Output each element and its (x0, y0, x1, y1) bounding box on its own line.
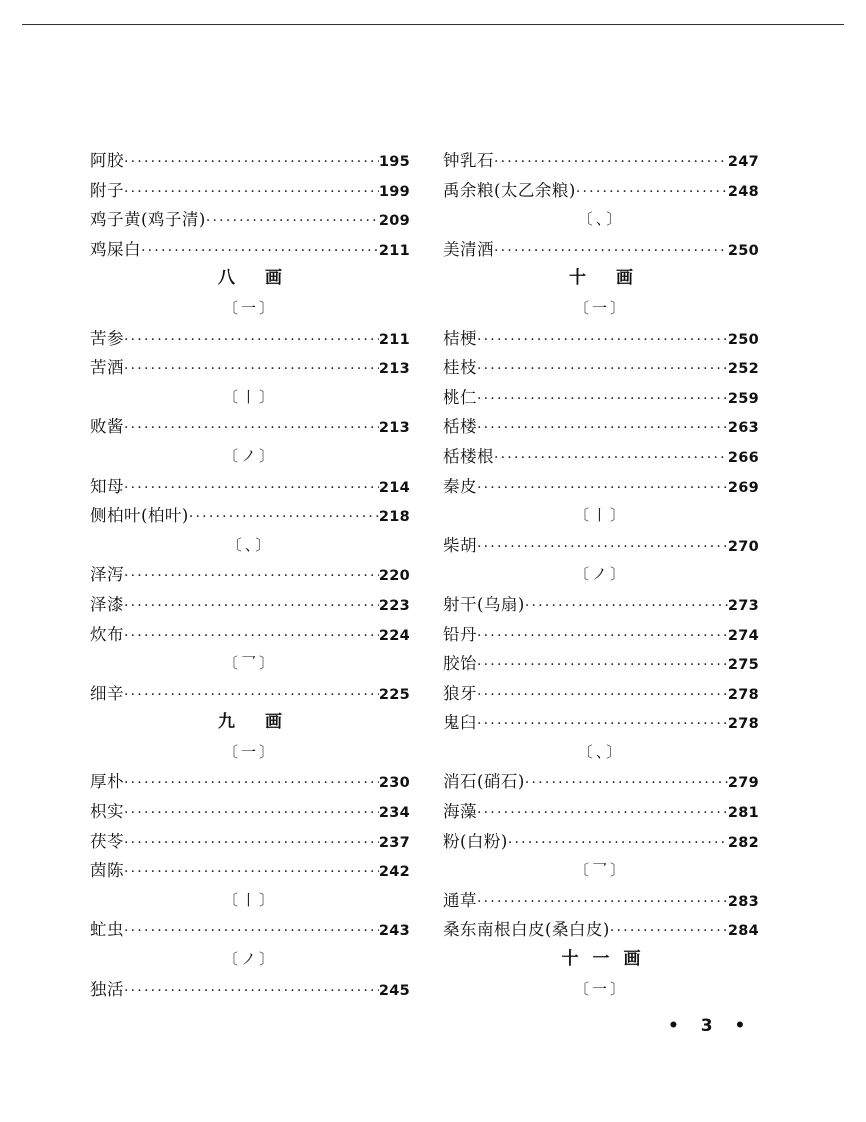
leader-dots (124, 355, 379, 385)
index-entry (90, 560, 410, 590)
entry-page-number: 243 (378, 923, 410, 940)
entry-page-number: 224 (378, 627, 410, 644)
index-entry (90, 767, 410, 797)
index-entry (90, 412, 410, 442)
entry-page-number: 199 (378, 183, 410, 200)
index-entry (90, 324, 410, 354)
index-entry (90, 679, 410, 709)
index-entry (443, 353, 759, 383)
stroke-type-subheading: 〔丨〕 (222, 890, 277, 909)
entry-page-number: 250 (727, 242, 759, 259)
index-entry (90, 827, 410, 857)
leader-dots (525, 769, 728, 799)
entry-name: 美清酒 (443, 239, 494, 259)
index-entry (443, 649, 759, 679)
entry-page-number: 247 (727, 154, 759, 170)
entry-name: 厚朴 (90, 772, 124, 792)
leader-dots (477, 533, 728, 563)
entry-page-number: 214 (378, 479, 410, 496)
index-column-right (443, 146, 759, 1004)
entry-name: 粉(白粉) (443, 831, 508, 851)
entry-name: 附子 (90, 180, 124, 200)
entry-name: 泽泻 (90, 565, 124, 585)
entry-page-number: 225 (378, 686, 410, 703)
entry-page-number: 263 (727, 420, 759, 437)
index-entry (90, 856, 410, 886)
leader-dots (477, 385, 728, 415)
index-entry (90, 620, 410, 650)
entry-page-number: 250 (727, 331, 759, 348)
entry-name: 桂枝 (443, 358, 477, 378)
entry-name: 禹余粮(太乙余粮) (443, 180, 576, 200)
entry-name: 败酱 (90, 417, 124, 437)
leader-dots (124, 858, 379, 888)
leader-dots (477, 651, 728, 681)
entry-page-number: 230 (378, 775, 410, 792)
stroke-count-heading: 九画 (218, 712, 312, 733)
entry-name: 胶饴 (443, 654, 477, 674)
index-entry (90, 501, 410, 531)
page-number: • 3 • (668, 1016, 754, 1036)
entry-page-number: 213 (378, 420, 410, 437)
entry-name: 秦皮 (443, 476, 477, 496)
leader-dots (124, 474, 379, 504)
stroke-type-subheading: 〔、〕 (577, 742, 625, 761)
entry-page-number: 218 (378, 509, 410, 526)
index-entry (443, 708, 759, 738)
entry-name: 消石(硝石) (443, 772, 525, 792)
leader-dots (124, 917, 379, 947)
leader-dots (124, 178, 379, 208)
entry-page-number: 245 (378, 982, 410, 999)
leader-dots (141, 237, 379, 267)
stroke-type-subheading: 〔一〕 (573, 979, 628, 998)
entry-name: 柴胡 (443, 535, 477, 555)
index-entry (90, 176, 410, 206)
leader-dots (124, 681, 379, 711)
entry-name: 海藻 (443, 802, 477, 822)
leader-dots (477, 710, 728, 740)
index-entry (90, 590, 410, 620)
entry-name: 独活 (90, 979, 124, 999)
entry-page-number: 270 (727, 538, 759, 555)
index-entry (90, 915, 410, 945)
entry-name: 炊布 (90, 624, 124, 644)
leader-dots (206, 207, 379, 237)
entry-page-number: 237 (378, 834, 410, 851)
entry-page-number: 223 (378, 597, 410, 614)
entry-page-number: 274 (727, 627, 759, 644)
leader-dots (477, 326, 728, 356)
entry-name: 铅丹 (443, 624, 477, 644)
entry-name: 栝楼根 (443, 446, 494, 466)
index-entry (90, 353, 410, 383)
stroke-type-subheading: 〔一〕 (222, 298, 277, 317)
entry-page-number: 242 (378, 864, 410, 881)
entry-page-number: 284 (727, 923, 759, 940)
index-entry (443, 679, 759, 709)
index-entry (443, 146, 759, 176)
leader-dots (124, 769, 379, 799)
entry-page-number: 278 (727, 686, 759, 703)
leader-dots (124, 148, 379, 178)
stroke-type-subheading: 〔ノ〕 (573, 565, 628, 584)
leader-dots (494, 237, 728, 267)
entry-page-number: 269 (727, 479, 759, 496)
entry-page-number: 282 (727, 834, 759, 851)
leader-dots (525, 592, 728, 622)
entry-page-number: 211 (378, 242, 410, 259)
index-entry (90, 146, 410, 176)
leader-dots (124, 414, 379, 444)
entry-page-number: 283 (727, 893, 759, 910)
entry-name: 桃仁 (443, 387, 477, 407)
entry-name: 虻虫 (90, 920, 124, 940)
index-entry (443, 620, 759, 650)
entry-name: 细辛 (90, 683, 124, 703)
index-entry (443, 235, 759, 265)
leader-dots (610, 917, 728, 947)
entry-name: 射干(乌扇) (443, 594, 525, 614)
entry-name: 鬼臼 (443, 713, 477, 733)
entry-name: 泽漆 (90, 594, 124, 614)
entry-page-number: 213 (378, 361, 410, 378)
entry-page-number: 209 (378, 213, 410, 230)
leader-dots (477, 414, 728, 444)
index-entry (443, 324, 759, 354)
entry-page-number: 259 (727, 390, 759, 407)
entry-name: 侧柏叶(柏叶) (90, 506, 189, 526)
leader-dots (124, 562, 379, 592)
stroke-type-subheading: 〔一〕 (222, 742, 277, 761)
stroke-type-subheading: 〔一〕 (573, 298, 628, 317)
entry-page-number: 248 (727, 183, 759, 200)
index-entry (443, 412, 759, 442)
index-entry (90, 975, 410, 1005)
entry-page-number: 220 (378, 568, 410, 585)
index-entry (90, 235, 410, 265)
entry-name: 知母 (90, 476, 124, 496)
index-entry (443, 797, 759, 827)
index-entry (90, 472, 410, 502)
entry-name: 阿胶 (90, 151, 124, 170)
index-entry (90, 205, 410, 235)
index-entry (90, 797, 410, 827)
index-entry (443, 472, 759, 502)
stroke-type-subheading: 〔、〕 (577, 210, 625, 229)
index-entry (443, 915, 759, 945)
entry-page-number: 273 (727, 597, 759, 614)
stroke-count-heading: 十一画 (561, 949, 655, 970)
index-entry (443, 176, 759, 206)
entry-page-number: 278 (727, 716, 759, 733)
entry-name: 桑东南根白皮(桑白皮) (443, 920, 610, 940)
stroke-type-subheading: 〔ノ〕 (222, 950, 277, 969)
top-rule (22, 24, 844, 25)
entry-page-number: 211 (378, 331, 410, 348)
entry-name: 枳实 (90, 802, 124, 822)
stroke-count-heading: 八画 (218, 268, 312, 289)
entry-page-number: 279 (727, 775, 759, 792)
index-entry (443, 886, 759, 916)
entry-name: 钟乳石 (443, 151, 494, 170)
stroke-type-subheading: 〔乛〕 (222, 654, 277, 673)
stroke-count-heading: 十画 (569, 268, 663, 289)
entry-name: 茵陈 (90, 861, 124, 881)
leader-dots (124, 592, 379, 622)
index-entry (443, 827, 759, 857)
leader-dots (477, 355, 728, 385)
index-entry (443, 442, 759, 472)
entry-page-number: 275 (727, 657, 759, 674)
index-entry (443, 383, 759, 413)
leader-dots (124, 977, 379, 1007)
leader-dots (477, 888, 728, 918)
leader-dots (477, 799, 728, 829)
stroke-type-subheading: 〔乛〕 (573, 861, 628, 880)
stroke-type-subheading: 〔丨〕 (222, 387, 277, 406)
leader-dots (124, 799, 379, 829)
leader-dots (477, 474, 728, 504)
entry-page-number: 234 (378, 805, 410, 822)
entry-name: 桔梗 (443, 328, 477, 348)
leader-dots (124, 326, 379, 356)
index-entry (443, 590, 759, 620)
stroke-type-subheading: 〔、〕 (226, 535, 274, 554)
entry-name: 狼牙 (443, 683, 477, 703)
entry-name: 鸡屎白 (90, 239, 141, 259)
entry-name: 苦参 (90, 328, 124, 348)
index-entry (443, 531, 759, 561)
entry-page-number: 281 (727, 805, 759, 822)
entry-page-number: 252 (727, 361, 759, 378)
entry-page-number: 266 (727, 449, 759, 466)
entry-page-number: 195 (378, 154, 410, 170)
leader-dots (494, 444, 728, 474)
entry-name: 通草 (443, 890, 477, 910)
leader-dots (124, 622, 379, 652)
entry-name: 苦酒 (90, 358, 124, 378)
entry-name: 茯苓 (90, 831, 124, 851)
index-entry (443, 767, 759, 797)
leader-dots (477, 622, 728, 652)
stroke-type-subheading: 〔ノ〕 (222, 446, 277, 465)
leader-dots (494, 148, 728, 178)
index-column-left (90, 146, 410, 1004)
leader-dots (124, 829, 379, 859)
stroke-type-subheading: 〔丨〕 (573, 506, 628, 525)
entry-name: 鸡子黄(鸡子清) (90, 210, 206, 230)
entry-name: 栝楼 (443, 417, 477, 437)
leader-dots (477, 681, 728, 711)
leader-dots (576, 178, 728, 208)
leader-dots (508, 829, 728, 859)
leader-dots (189, 503, 379, 533)
